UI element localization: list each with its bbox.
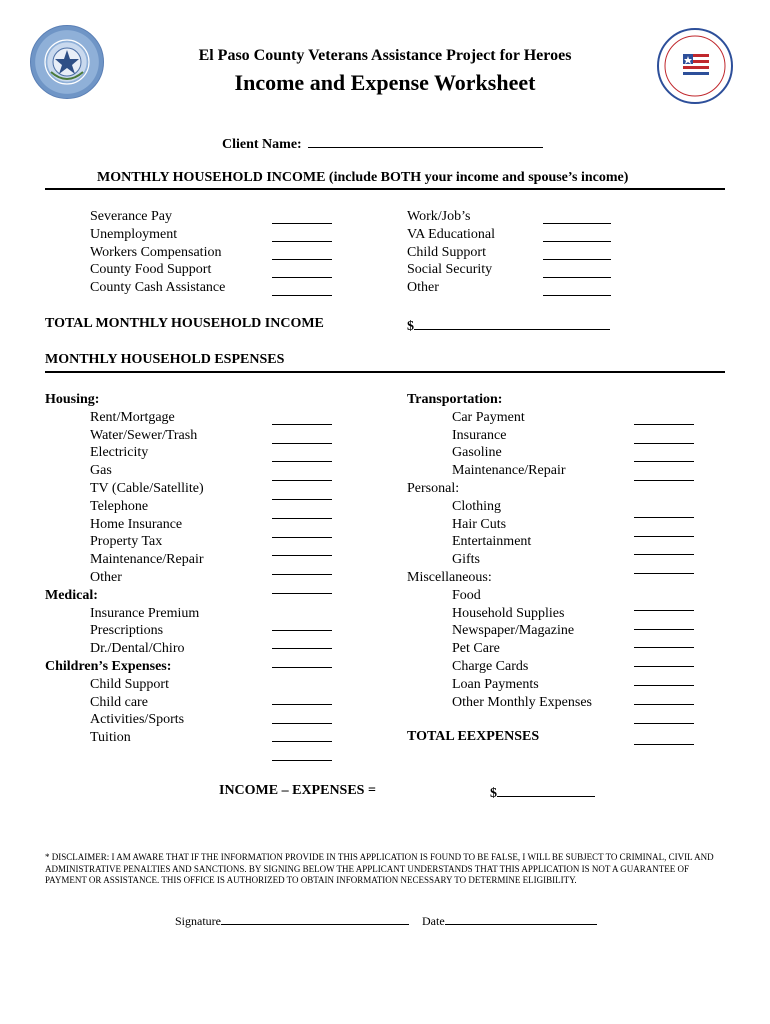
- amount-field[interactable]: [634, 647, 694, 648]
- expense-item: Home Insurance: [90, 516, 183, 532]
- amount-field[interactable]: [543, 259, 611, 260]
- amount-field[interactable]: [272, 593, 332, 594]
- expense-item: Dr./Dental/Chiro: [90, 641, 185, 657]
- amount-field[interactable]: [272, 760, 332, 761]
- amount-field[interactable]: [272, 443, 332, 444]
- expense-item: Insurance Premium: [90, 605, 200, 621]
- expense-item: Child care: [90, 694, 148, 710]
- income-item: Workers Compensation: [90, 244, 222, 260]
- client-name-label: Client Name:: [222, 137, 302, 152]
- amount-field[interactable]: [543, 241, 611, 242]
- income-left-blanks: [272, 208, 332, 296]
- category-miscellaneous: Miscellaneous:: [407, 569, 492, 585]
- income-item: County Cash Assistance: [90, 280, 226, 296]
- amount-field[interactable]: [634, 629, 694, 630]
- divider: [45, 371, 725, 373]
- income-item: Severance Pay: [90, 209, 173, 224]
- expense-item: Newspaper/Magazine: [452, 623, 575, 639]
- amount-field[interactable]: [272, 241, 332, 242]
- amount-field[interactable]: [272, 223, 332, 224]
- income-item: VA Educational: [407, 226, 496, 242]
- income-item: Social Security: [407, 262, 493, 278]
- category-personal: Personal:: [407, 480, 460, 496]
- total-expenses-label: TOTAL EEXPENSES: [407, 729, 540, 744]
- signature-field[interactable]: [221, 913, 409, 925]
- income-item: Work/Job’s: [407, 209, 471, 224]
- expenses-right-blanks: [634, 391, 694, 724]
- amount-field[interactable]: [543, 223, 611, 224]
- amount-field[interactable]: [272, 704, 332, 705]
- net-row: [490, 783, 595, 802]
- expense-item: Maintenance/Repair: [452, 463, 566, 479]
- expense-item: Other Monthly Expenses: [452, 694, 592, 710]
- amount-field[interactable]: [272, 667, 332, 668]
- amount-field[interactable]: [272, 648, 332, 649]
- expense-item: Pet Care: [452, 641, 500, 657]
- expense-item: Loan Payments: [452, 676, 539, 692]
- amount-field[interactable]: [272, 741, 332, 742]
- expense-item: Insurance: [452, 427, 507, 443]
- amount-field[interactable]: [272, 277, 332, 278]
- total-income-label: TOTAL MONTHLY HOUSEHOLD INCOME: [45, 316, 324, 331]
- amount-field[interactable]: [634, 424, 694, 425]
- income-heading: MONTHLY HOUSEHOLD INCOME (include BOTH your income and spouse’s income): [97, 170, 629, 185]
- amount-field[interactable]: [634, 517, 694, 518]
- amount-field[interactable]: [634, 723, 694, 724]
- category-medical: Medical:: [45, 587, 98, 603]
- date-field[interactable]: [445, 913, 597, 925]
- total-income-row: [407, 316, 610, 335]
- amount-field[interactable]: [634, 704, 694, 705]
- amount-field[interactable]: [634, 573, 694, 574]
- expense-item: Electricity: [90, 445, 149, 461]
- expense-item: TV (Cable/Satellite): [90, 480, 204, 496]
- date-label: Date: [422, 914, 445, 928]
- net-amount-field[interactable]: [497, 783, 595, 797]
- amount-field[interactable]: [634, 610, 694, 611]
- amount-field[interactable]: [272, 424, 332, 425]
- amount-field[interactable]: [634, 443, 694, 444]
- expense-item: Other: [90, 569, 122, 585]
- client-name-row: [222, 134, 543, 153]
- expense-item: Activities/Sports: [90, 712, 185, 728]
- expenses-right-list: [407, 391, 592, 711]
- expense-item: Property Tax: [90, 534, 163, 550]
- amount-field[interactable]: [272, 259, 332, 260]
- expense-item: Gas: [90, 463, 112, 479]
- income-item: County Food Support: [90, 262, 212, 278]
- expenses-left-list: [45, 391, 204, 747]
- amount-field[interactable]: [634, 461, 694, 462]
- expense-item: Tuition: [90, 730, 131, 746]
- expense-item: Prescriptions: [90, 623, 164, 639]
- amount-field[interactable]: [634, 554, 694, 555]
- expense-item: Rent/Mortgage: [90, 409, 175, 425]
- expense-item: Water/Sewer/Trash: [90, 427, 198, 443]
- organization-name: El Paso County Veterans Assistance Project for Heroes: [198, 47, 572, 64]
- income-right-blanks: [543, 208, 611, 296]
- expense-item: Child Support: [90, 676, 169, 692]
- disclaimer: * DISCLAIMER: I AM AWARE THAT IF THE INFORMATION PROVIDE IN THIS APPLICATION IS FOUND TO BE FALSE, I WILL BE SUBJECT TO CRIMINAL, CIVIL AND ADMINISTRATIVE PENALTIES AND SANCTIONS. BY SIGNING BELOW THE APPLICANT UNDERSTANDS THAT THIS APPLICATION IS NOT A GUARANTEE OF PAYMENT OR ASSISTANCE. THIS OFFICE IS AUTHORIZED TO OBTAIN INFORMATION NECESSARY TO DETERMINE ELIGIBILITY.: [45, 852, 714, 885]
- expenses-heading: MONTHLY HOUSEHOLD ESPENSES: [45, 352, 285, 367]
- page-title: Income and Expense Worksheet: [234, 70, 536, 95]
- category-housing: Housing:: [45, 392, 100, 407]
- income-right-list: [407, 208, 495, 297]
- amount-field[interactable]: [272, 723, 332, 724]
- amount-field[interactable]: [543, 295, 611, 296]
- amount-field[interactable]: [634, 480, 694, 481]
- income-left-list: [90, 208, 225, 297]
- amount-field[interactable]: [634, 685, 694, 686]
- expense-item: Car Payment: [452, 409, 525, 425]
- currency-sign: $: [490, 786, 497, 801]
- amount-field[interactable]: [634, 536, 694, 537]
- amount-field[interactable]: [272, 518, 332, 519]
- client-name-field[interactable]: [308, 134, 543, 148]
- expense-item: Gasoline: [452, 445, 502, 461]
- net-label: INCOME – EXPENSES =: [219, 783, 376, 798]
- expense-item: Clothing: [452, 498, 502, 514]
- amount-field[interactable]: [272, 555, 332, 556]
- income-item: Child Support: [407, 244, 486, 260]
- amount-field[interactable]: [272, 630, 332, 631]
- signature-label: Signature: [175, 914, 221, 928]
- income-item: Unemployment: [90, 226, 178, 242]
- total-income-field[interactable]: [414, 316, 610, 330]
- category-transportation: Transportation:: [407, 392, 503, 407]
- amount-field[interactable]: [272, 461, 332, 462]
- amount-field[interactable]: [272, 574, 332, 575]
- expense-item: Gifts: [452, 552, 480, 568]
- expense-item: Entertainment: [452, 534, 532, 550]
- currency-sign: $: [407, 319, 414, 334]
- total-expenses-field[interactable]: [634, 744, 694, 745]
- expense-item: Hair Cuts: [452, 516, 507, 532]
- category-children: Children’s Expenses:: [45, 658, 172, 674]
- expenses-left-blanks: [272, 391, 332, 761]
- income-item: Other: [407, 280, 439, 296]
- amount-field[interactable]: [272, 480, 332, 481]
- expense-item: Maintenance/Repair: [90, 552, 204, 568]
- expense-item: Charge Cards: [452, 658, 529, 674]
- expense-item: Food: [452, 587, 481, 603]
- amount-field[interactable]: [634, 666, 694, 667]
- amount-field[interactable]: [272, 537, 332, 538]
- signature-row: [175, 913, 597, 929]
- amount-field[interactable]: [272, 295, 332, 296]
- amount-field[interactable]: [543, 277, 611, 278]
- divider: [45, 188, 725, 190]
- expense-item: Household Supplies: [452, 605, 565, 621]
- amount-field[interactable]: [272, 499, 332, 500]
- expense-item: Telephone: [90, 498, 149, 514]
